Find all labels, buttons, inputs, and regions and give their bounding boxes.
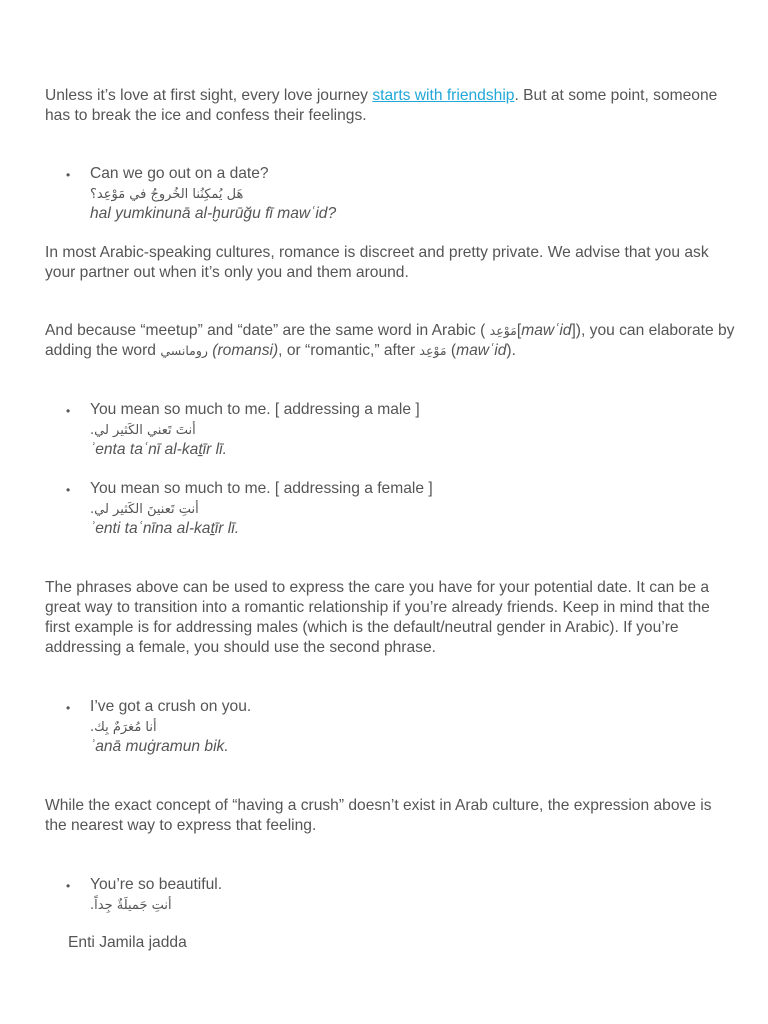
intro-text-before-link: Unless it’s love at first sight, every love journey bbox=[45, 87, 373, 104]
meetup-text-1: And because “meetup” and “date” are the same word in Arabic ( bbox=[45, 322, 490, 339]
meetup-arabic-3: مَوْعِد bbox=[419, 343, 447, 358]
meetup-text-2: [ bbox=[516, 322, 522, 339]
meetup-arabic-1: مَوْعِد bbox=[489, 323, 517, 338]
english-phrase: You mean so much to me. [ addressing a male ] bbox=[90, 401, 420, 418]
meetup-paragraph bbox=[45, 321, 735, 361]
bullet-icon: • bbox=[66, 701, 71, 715]
transliteration: hal yumkinunā al-ḫurūğu fī mawʿid? bbox=[90, 205, 337, 222]
beautiful-transliteration: Enti Jamila jadda bbox=[68, 934, 187, 951]
arabic-phrase bbox=[90, 717, 730, 737]
starts-with-friendship-link[interactable]: starts with friendship bbox=[372, 87, 515, 104]
list-item-male-phrase bbox=[90, 400, 730, 460]
arabic-phrase bbox=[90, 895, 730, 915]
meetup-text-7: ). bbox=[506, 342, 516, 359]
arabic-phrase bbox=[90, 184, 730, 204]
english-phrase: Can we go out on a date? bbox=[90, 165, 269, 182]
list-item-crush-phrase bbox=[90, 697, 730, 757]
meetup-italic-3: mawʿid bbox=[456, 342, 507, 359]
meetup-text-3: ]), you can elaborate by adding the word bbox=[45, 322, 735, 359]
meetup-italic-1: mawʿid bbox=[521, 322, 572, 339]
arabic-text: أنتِ تَعنينَ الكَثير لي. bbox=[90, 502, 199, 517]
care-paragraph: The phrases above can be used to express the care you have for your potential date. It can be a great way to transition into a romantic relationship if you’re already friends. Keep in mind that the first example is for addressing males (which is the default/neutral gender in Arabic). If you’re addressing a female, you should use the second phrase. bbox=[45, 579, 710, 656]
bullet-icon: • bbox=[66, 404, 71, 418]
bullet-icon: • bbox=[66, 168, 71, 182]
arabic-phrase bbox=[90, 420, 730, 440]
list-item-date-phrase bbox=[90, 164, 730, 224]
crush-paragraph: While the exact concept of “having a crush” doesn’t exist in Arab culture, the expression above is the nearest way to express that feeling. bbox=[45, 797, 712, 834]
arabic-text: أنتِ جَميلَةٌ جِداً. bbox=[90, 898, 172, 913]
arabic-phrase bbox=[90, 499, 730, 519]
meetup-text-5: , or “romantic,” after bbox=[278, 342, 420, 359]
transliteration: ʾanā muġramun bik. bbox=[90, 738, 229, 755]
private-paragraph: In most Arabic-speaking cultures, romance is discreet and pretty private. We advise that you ask your partner out when it’s only you and them around. bbox=[45, 244, 709, 281]
meetup-text-6: ( bbox=[446, 342, 457, 359]
english-phrase: I’ve got a crush on you. bbox=[90, 698, 252, 715]
arabic-text: هَل يُمكِنُنا الخُروجُ في مَوْعِد؟ bbox=[90, 187, 244, 202]
bullet-icon: • bbox=[66, 483, 71, 497]
meetup-italic-2: (romansi) bbox=[212, 342, 279, 359]
english-phrase: You’re so beautiful. bbox=[90, 876, 223, 893]
english-phrase: You mean so much to me. [ addressing a female ] bbox=[90, 480, 433, 497]
intro-text-after-link: . But at some point, someone has to break the ice and confess their feelings. bbox=[45, 87, 718, 124]
arabic-text: أنتَ تَعني الكَثير لي. bbox=[90, 423, 196, 438]
intro-paragraph bbox=[45, 86, 735, 126]
bullet-icon: • bbox=[66, 879, 71, 893]
list-item-beautiful-phrase bbox=[90, 875, 730, 915]
transliteration: ʾenta taʿnī al-kaṯīr lī. bbox=[90, 441, 227, 458]
meetup-arabic-2: رومانسي bbox=[160, 343, 208, 358]
list-item-female-phrase bbox=[90, 479, 730, 539]
arabic-text: أنا مُغرَمٌ بِك. bbox=[90, 720, 157, 735]
transliteration: ʾenti taʿnīna al-kaṯīr lī. bbox=[90, 520, 240, 537]
